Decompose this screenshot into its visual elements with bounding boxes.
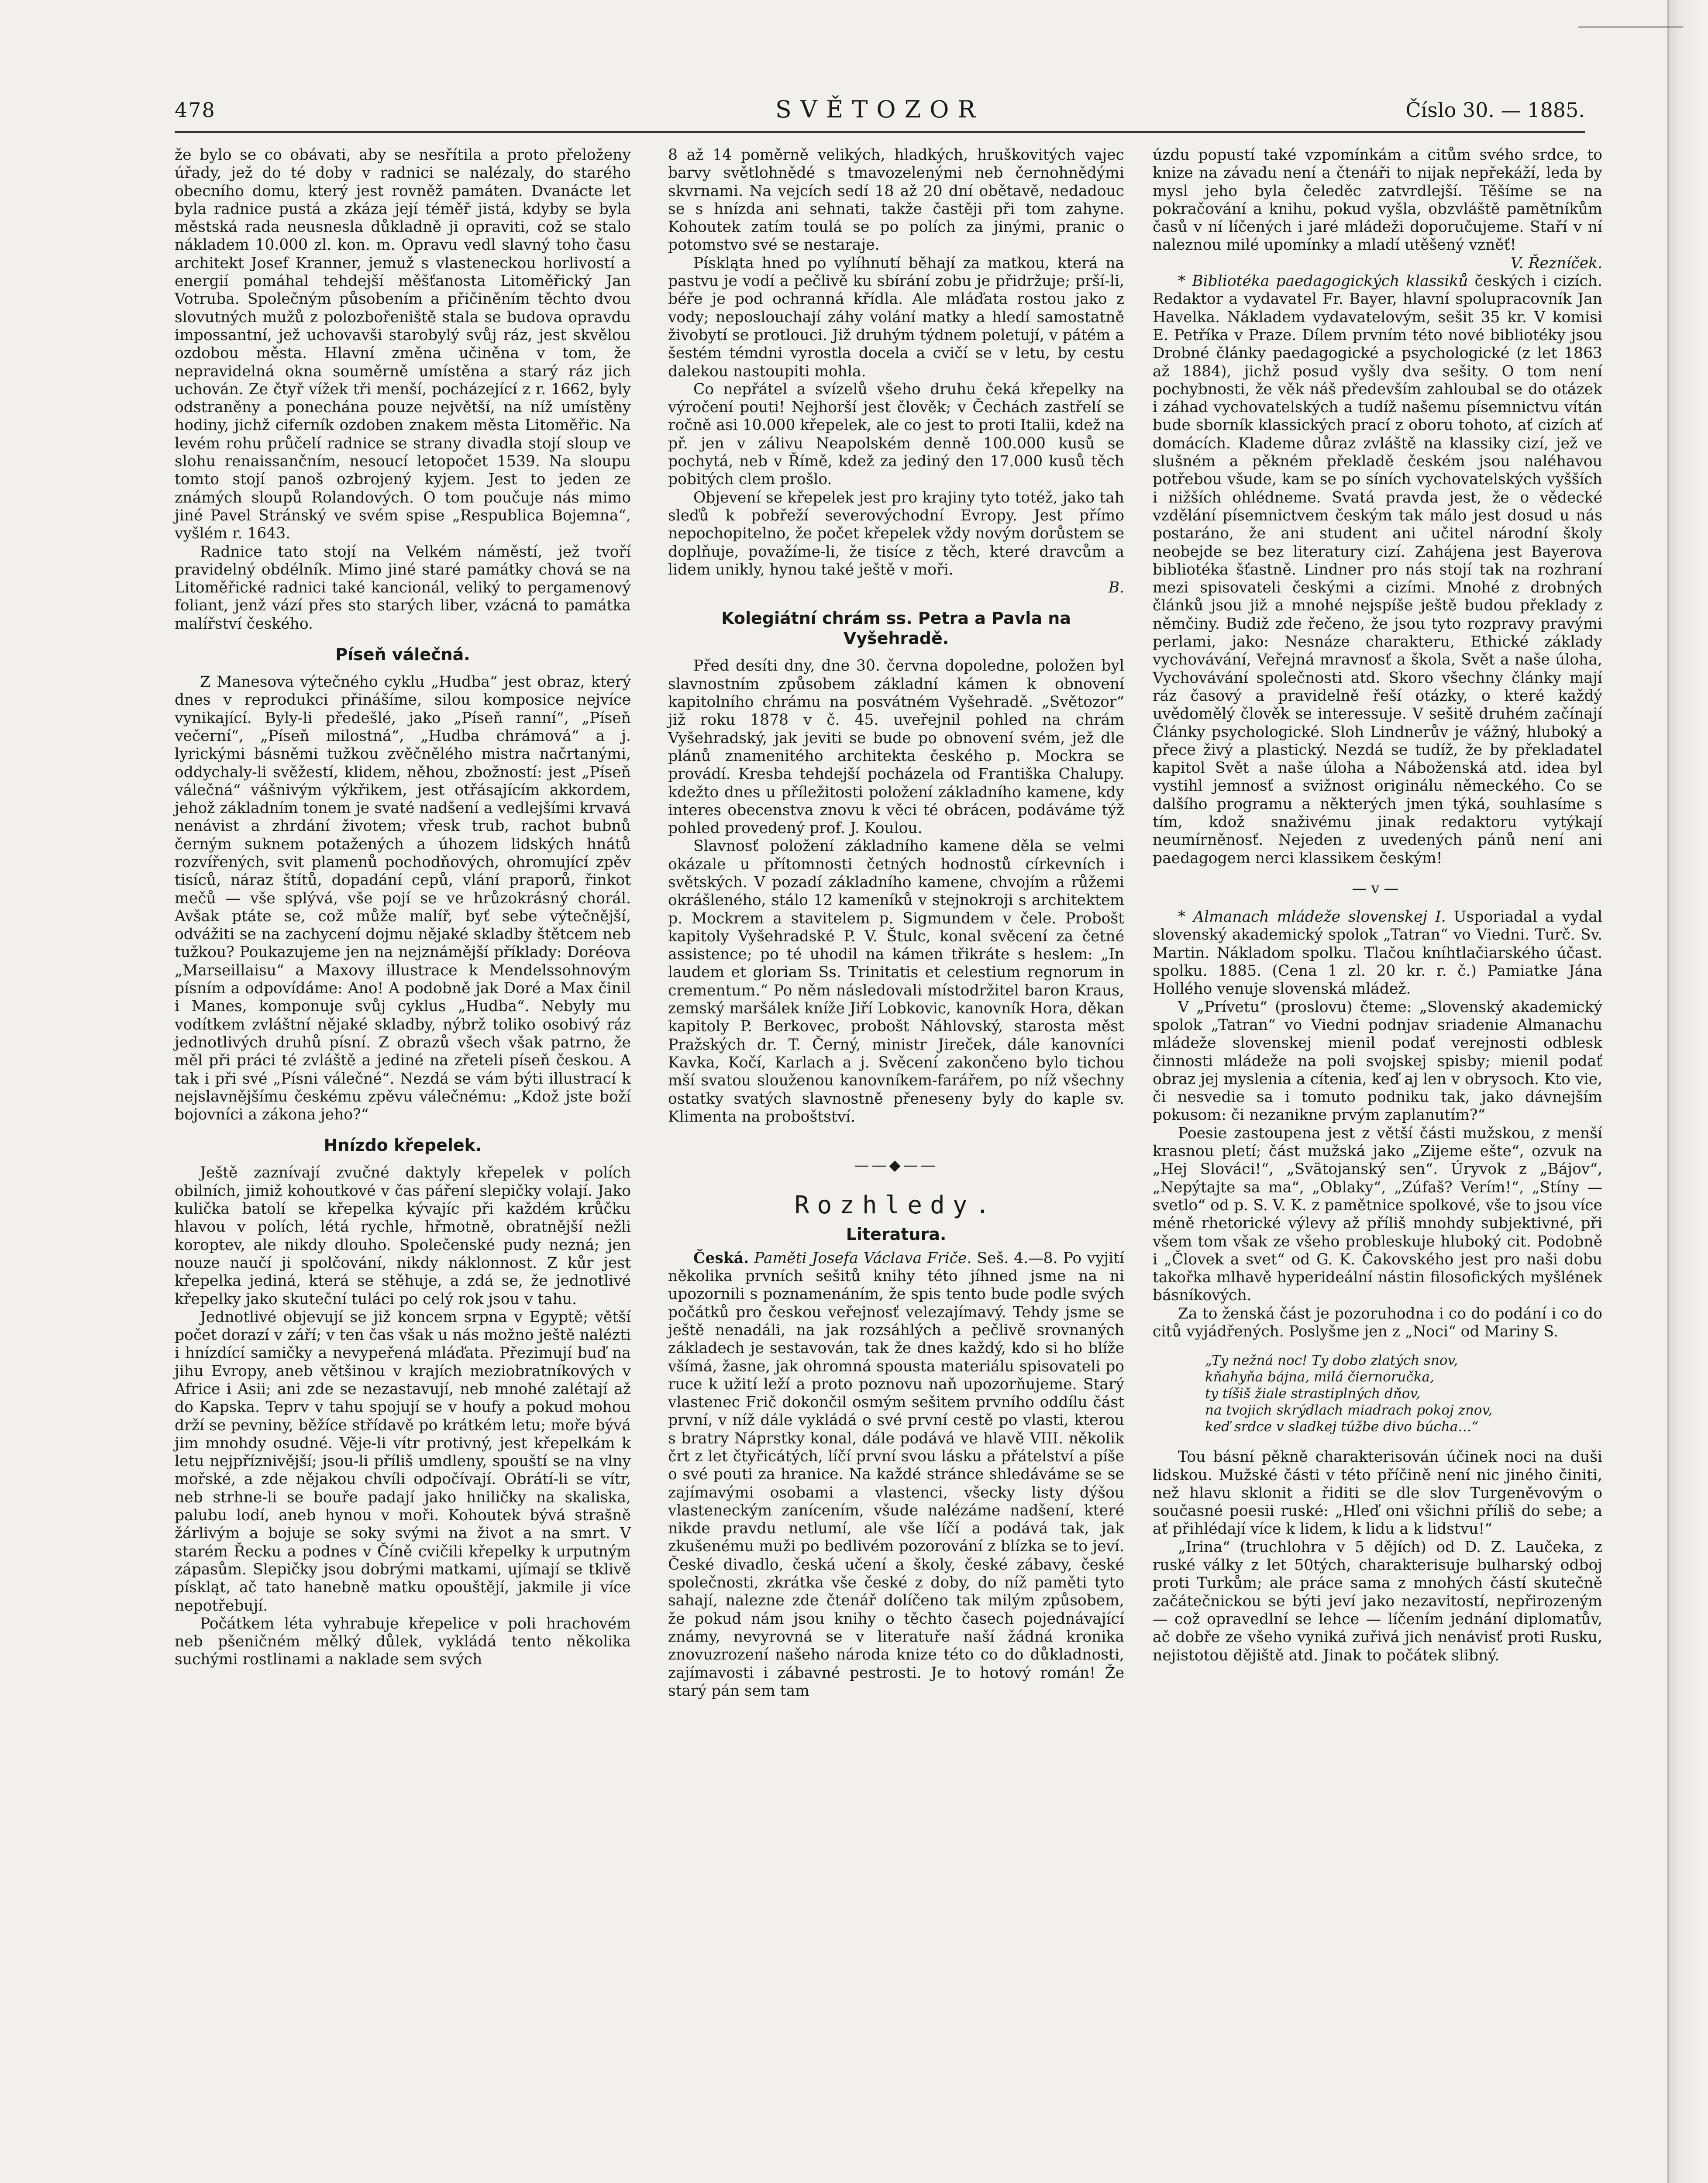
journal-title: SVĚTOZOR [775, 96, 985, 123]
page-binding-edge [1667, 0, 1708, 2183]
page-corner-fold [1578, 0, 1699, 28]
page-header [175, 94, 1585, 129]
review-text: Usporiadal a vydal slovenský akademický spolok „Tatran“ vo Viedni. Turč. Sv. Martin. Nákladom spolku. Tlačou kníhtlačiarského účast. spolku. 1885. (Cena 1 zl. 20 kr. r. č.) Pamiatke Jána Hollého venuje slovenská mládež. [1153, 908, 1603, 998]
author-signature: B. [1108, 579, 1124, 597]
article-paragraph: že bylo se co obávati, aby se nesřítila a proto přeloženy úřady, jež do té doby v radnici se nalézaly, do starého obecního domu, který jest rovněž památen. Dvanácte let byla radnice pustá a zkáza její téměř jistá, kdyby se byla městská rada neusnesla důkladně ji opraviti, což se stalo nákladem 10.000 zl. kon. m. Opravu vedl slavný toho času architekt Josef Kranner, jemuž s vlasteneckou horlivostí a energií pomáhal tehdejší měšťanosta Litoměřický Jan Votruba. Společným působením a přičiněním těchto dvou slovutných mužů z polozbořeniště stala se budova opravdu impossantní, jež uchovavši starobylý svůj ráz, jest skvělou ozdobou města. Hlavní změna učiněna v tom, že nepravidelná okna souměrně umístěna a starý ráz jich uchován. Ze čtyř vížek tři menší, pocházející z r. 1662, byly odstraněny a ponechána pouze největší, na níž umístěny hodiny, jichž ciferník ozdoben znakem města Litoměřic. Na levém rohu průčelí radnice se strany divadla stojí sloup ve slohu renaissančním, nesoucí letopočet 1539. Na sloupu tomto stojí panoš ozbrojený kyjem. Jest to jeden ze známých sloupů Rolandových. O tom poučuje nás mimo jiné Pavel Stránský ve svém spise „Respublica Bojemna“, vyšlém r. 1643. [175, 146, 631, 543]
poem-line: keď srdce v sladkej túžbe divo búcha…“ [1205, 1419, 1479, 1435]
review-category: Česká. [693, 1249, 749, 1267]
article-paragraph: Poesie zastoupena jest z větší části mužskou, z menší krasnou pletí; část mužská jako „Zijeme ešte“, ozvuk na „Hej Slováci!“, „Svätojanský sen“. Úryvok z „Bájov“, „Nepýtajte sa ma“, „Oblaky“, „Zúfaš? Verím!“, „Stíny — svetlo“ od p. S. V. K. z pamětnice spolkové, vše to jsou více méně rhetorické výlevy až příliš mnohdy subjektivné, při všem tom však ze všeho probleskuje hluboký cit. Podobně i „Človek a svet“ od G. K. Čakovského jest pro naši dobu takořka mlhavě hyperideální nástin filosofických myšlének básníkových. [1153, 1124, 1602, 1305]
article-paragraph: Pískląta hned po vylíhnutí běhají za matkou, která na pastvu je vodí a pečlivě ku sbírání zobu je přidržuje; prší-li, béře je pod ochranná křídla. Ale mláďata rostou jako z vody; neposlouchají záhy volání matky a hledí samostatně živobytí se protlouci. Již druhým týdnem poletují, v pátém a šestém témdni vyrostla docela a cvičí se v letu, by cestu dalekou nastoupiti mohla. [668, 254, 1124, 380]
review-text: českých i cizích. Redaktor a vydavatel Fr. Bayer, hlavní spolupracovník Jan Havelka. Nákladem vydavatelovým, sešit 35 kr. V komisi E. Petříka v Praze. Dílem prvním této nové bibliotéky jsou Drobné články paedagogické a psychologické (z let 1863 až 1884), jichž posud vyšly dva sešity. O tom není pochybnosti, že věk náš především zahloubal se do otázek i záhad vychovatelských a tudíž našemu písemnictvu vítán bude sborník klassických prací z oboru tohoto, ať cizích ať domácích. Klademe důraz zvláště na klassiky cizí, jež ve slušném a pěkném překladě českém jsou naléhavou potřebou všude, kam se po síních vychovatelských vyšších i nižších ohlédneme. Svatá pravda jest, že o vědecké vzdělání písemnictvem českým tak málo jest dosud u nás postaráno, že ani student ani učitel národní školy neobejde se bez literatury cizí. Zahájena jest Bayerova bibliotéka šťastně. Lindner pro nás stojí tak na rozhraní mezi spisovateli českými a cizími. Mnohé z drobných článků jsou již a mnohé nejspíše ještě budou překlady z němčiny. Budiž zde řečeno, že jsou tyto rozpravy pravými perlami, jako: Nesnáze charakteru, Ethické základy vychovávání, Veřejná mravnosť a škola, Svět a naše úloha, Vychovávání společnosti atd. Skoro všechny články mají ráz časový a pravidelně řeší otázky, o které každý uvědomělý člověk se interessuje. V sešitě druhém začínají Články psychologické. Sloh Lindnerův je vážný, hluboký a přece živý a plastický. Nezdá se tudíž, že by překladatel kapitol Svět a naše úloha a Náboženská atd. idea byl vystihl jemnosť a svižnost originálu německého. Co se dalšího programu a některých jmen týká, souhlasíme s tím, kdož snaživému jinak redaktoru vytýkají neumírněnosť. Nejeden z uvedených pánů není ani paedagogem nerci klassikem českým! [1153, 272, 1602, 867]
article-paragraph: Ještě zaznívají zvučné daktyly křepelek v polích obilních, jimiž kohoutkové v čas páření slepičky volají. Jako kulička batolí se křepelka kývajíc při každém krůčku hlavou v polích, létá rychle, hřmotně, obratnější nežli koroptev, ale nikdy dlouho. Společenské pudy nezná; jen nouze naučí ji spolčování, nikdy náklonnost. Z kůr jest křepelka jediná, která se stěhuje, a zdá se, že jednotlivé křepelky jako skuteční tuláci po celý rok jsou v tahu. [175, 1164, 631, 1308]
article-paragraph: „Irina“ (truchlohra v 5 dějích) od D. Z. Laučeka, z ruské války z let 50tých, charakterisuje bulharský odboj proti Turkům; ale práce sama z mnohých částí skutečně začátečnickou se býti jeví jako nezavitostí, nepřirozeným — což opravedlní se lehce — líčením jednání diplomatův, ač dobře ze všeho vyniká zuřivá jich nenávisť proti Rusku, nejistotou dějiště atd. Jinak to počátek slibný. [1153, 1538, 1602, 1664]
section-ornament: ——◆—— [854, 1157, 938, 1174]
article-paragraph: V „Prívetu“ (proslovu) čteme: „Slovenský akademický spolok „Tatran“ vo Viedni podnjav sriadenie Almanachu mládeže slovenskej mienil podať verejnosti odblesk činnosti mládeže na poli svojskej spisby; mienil podať obraz jej myslenia a cítenia, keď aj len v obrysoch. Kto vie, či nesvedie sa i tomuto podniku tak, jako dávnejším pokusom: či nezanikne prvým zaplanutím?“ [1153, 998, 1602, 1124]
review-book-title: * Almanach mládeže slovenskej I. [1178, 908, 1446, 926]
review-text: Po vyjití několika prvních sešitů knihy této jíhned jsme na ni upozornili s poznamenáním, že spis tento bude podle svých počátků pro českou veřejnosť velezajímavý. Tehdy jsme se ještě nenadáli, na jak rozsáhlých a pečlivě srovnaných základech je sestavován, tak že dnes každý, kdo si ho blíže všímá, žasne, jak ohromná spousta materiálu spisovateli po ruce k užití leží a proto poznovu naň upozorňujeme. Starý vlastenec Frič dokončil osmým sešitem prvního oddílu část první, v níž dále vykládá o své první cestě po vlasti, kterou s bratry Náprstky konal, dále podává ve hlavě VIII. několik črt z let čtyřicátých, líčí první svou lásku a přátelství a píše o své pouti za hranice. Na každé stránce shledáváme se se zajímavými osobami a vlastenci, všecky listy dýšou vlasteneckým zanícením, všude nalézáme nadšení, které nikde pravdu netlumí, ale vše líčí a podává tak, jak zkušenému muži po bedlivém pozorování z blízka se to jeví. České divadlo, česká učení a školy, české zábavy, české společnosti, zkrátka vše české z doby, do níž paměti tyto sahají, nalezne zde čtenář dolíčeno tak milým způsobem, že pokud nám jsou knihy o těchto časech pojednávající známy, nevyrovná se v literatuře naší žádná kronika znovuzrození našeho národa knize této co do důkladnosti, zajímavosti i zábavné pestrosti. Je to hotový román! Že starý pán sem tam [668, 1249, 1125, 1700]
column-1 [175, 146, 631, 1669]
poem-quote [1205, 1352, 1602, 1435]
article-paragraph: Slavnosť položení základního kamene děla se velmi okázale u přítomnosti četných hodnostů církevních i světských. V pozadí základního kamene, chvojím a růžemi okrášleného, stálo 12 kameníků v stejnokroji s architektem p. Mockrem a stavitelem p. Sigmundem v čele. Probošt kapitoly Vyšehradské P. V. Štulc, konal svěcení za četné assistence; po té uhodil na kámen třikráte s heslem: „In laudem et gloriam Ss. Trinitatis et celestium regnorum in crementum.“ Po něm následovali místodržitel baron Kraus, zemský maršálek kníže Jiří Lobkovic, kanovník Hora, děkan kapitoly P. Berkovec, probošt Náhlovský, starosta měst Pražských dr. T. Černý, ministr Jireček, dále kanovníci Kavka, Kočí, Karlach a j. Svěcení zakončeno bylo tichou mší svatou slouženou kanovníkem-farářem, po níž všechny ostatky svatých slavnostně přeneseny byly do kaple sv. Klimenta na proboštství. [668, 837, 1124, 1126]
article-paragraph: Objevení se křepelek jest pro krajiny tyto totéž, jako tah sleďů k pobřeží severovýchodní Evropy. Jest přímo nepochopitelno, že počet křepelek vždy novým dorůstem se doplňuje, považíme-li, že tisíce z těch, které dravcům a lidem unikly, hynou také ještě v moři. [668, 489, 1124, 578]
column-2 [668, 146, 1124, 1700]
page-number: 478 [175, 98, 216, 122]
section-divider: —v— [1352, 879, 1403, 897]
review-issue-ref: Seš. 4.—8. [977, 1249, 1058, 1267]
poem-line: kňahyňa bájna, milá čiernoručka, [1205, 1369, 1435, 1385]
article-paragraph: Před desíti dny, dne 30. června dopoledne, položen byl slavnostním způsobem základní kámen k obnovení kapitolního chrámu na posvátném Vyšehradě. „Světozor“ již roku 1878 v č. 45. uveřejnil pohled na chrám Vyšehradský, jak jeviti se bude po obnovení svém, jež dle plánů znamenitého architekta českého p. Mockra se provádí. Kresba tehdejší pocházela od Františka Chalupy. kdežto dnes u příležitosti položení základního kamene, kdy interes obecenstva znovu k věci té obrácen, podáváme týž pohled provedený prof. J. Koulou. [668, 657, 1124, 837]
heading-rozhledy: Rozhledy. [794, 1191, 998, 1220]
review-book-title: Paměti Josefa Václava Friče. [754, 1249, 972, 1267]
article-paragraph: Tou básní pěkně charakterisován účinek noci na duši lidskou. Mužské části v této příčině není nic jiného činiti, než hlavu sklonit a řiditi se dle slov Turgeněvovým o současné poesii ruské: „Hleď oni všichni příliš do sebe; a ať přihlédají více k lidem, k lidu a k lidstvu!“ [1153, 1448, 1602, 1538]
poem-line: na tvojich skrýdlach miadrach pokoj znov, [1205, 1402, 1493, 1419]
article-paragraph: Z Manesova výtečného cyklu „Hudba“ jest obraz, který dnes v reprodukci přinášíme, silou komposice nejvíce vynikající. Byly-li předešlé, jako „Píseň ranní“, „Píseň večerní“, „Píseň milostná“, „Hudba chrámová“ a j. lyrickými básněmi tužkou zvěčnělého mistra načrtanými, oddychaly-li svěžestí, klidem, něhou, zbožností: jest „Píseň válečná“ vášnivým výkřikem, jest otřásajícím akkordem, jehož základním tonem je svaté nadšení a vedlejšími krvavá nenávist a zhrdání životem; vřesk trub, rachot bubnů černým suknem potažených a úhozem lidských hnátů rozvířených, svit plamenů pochodňových, ohromující zpěv tisíců, náraz štítů, dopadání cepů, vlání praporů, řinkot mečů — vše splývá, vše pojí se ve hrůzokrásný chorál. Avšak ptáte se, což může malíř, byť sebe výtečnější, odvážiti se na zachycení dojmu nějaké skladby štětcem neb tužkou? Poukazujeme jen na nejznámější příklady: Doréova „Marseillaisu“ a Maxovy illustrace k Mendelssohnovým písním a odpovídáme: Ano! A podobně jak Doré a Max činil i Manes, komponuje svůj cyklus „Hudba“. Nebyly mu vodítkem zvláštní nějaké skladby, nýbrž toliko osobivý ráz jednotlivých druhů písní. Z obrazů všech však patrno, že měl při práci té zvláště a jediné na zřeteli píseň českou. A tak i při své „Písni válečné“. Nezdá se vám býti illustrací k nejslavnějšímu českému zpěvu válečnému: „Kdož jste boží bojovníci a zákona jeho?“ [175, 673, 631, 1124]
header-rule [175, 131, 1585, 133]
author-signature: V. Řezníček. [1510, 254, 1602, 272]
column-3 [1153, 146, 1602, 1665]
heading-quail-nest: Hnízdo křepelek. [324, 1136, 482, 1155]
review-book-title: * Bibliotéka paedagogických klassiků [1178, 272, 1468, 290]
article-paragraph: Za to ženská část je pozoruhodna i co do podání i co do citů vyjádřených. Poslyšme jen z „Noci“ od Mariny S. [1153, 1305, 1602, 1340]
article-paragraph: 8 až 14 poměrně velikých, hladkých, hruškovitých vajec barvy světlohnědé s tmavozelenými neb černohnědými skvrnami. Na vejcích sedí 18 až 20 dní obětavě, nedadouc se s hnízda ani sehnati, takže častěji při tom zahyne. Kohoutek zatím toulá se po polích za jinými, pranic o potomstvo své se nestaraje. [668, 146, 1124, 254]
heading-collegiate-church: Kolegiátní chrám ss. Petra a Pavla na Vyšehradě. [721, 609, 1071, 648]
poem-line: ty tíšiš žiale strastiplných dňov, [1205, 1386, 1421, 1402]
poem-line: „Ty nežná noc! Ty dobo zlatých snov, [1205, 1353, 1458, 1369]
article-paragraph: Jednotlivé objevují se již koncem srpna v Egyptě; větší počet dorazí v září; v ten čas však u nás možno ještě nalézti i hnízdící samičky a nevypeřená mláďata. Přezimují buď na jihu Evropy, aneb většinou v krajích meziobratníkových v Africe i Asii; ani zde se nezastavují, neb mnohé zalétají až do Kapska. Teprv v tahu spojují se v houfy a pokud mohou drží se pevniny, běžíce střídavě po krátkém letu; moře bývá jim mnohdy osudné. Věje-li vítr protivný, jest křepelkám k letu nejpříznivější; jsou-li příliš umdleny, spouští se na vlny mořské, a zde nějakou chvíli odpočívají. Obrátí-li se vítr, neb strhne-li se bouře padají jako hniličky na skaliska, palubu lodí, aneb hynou v moři. Kohoutek bývá strašně žárlivým a bojuje se soky svými na život a na smrt. V starém Řecku a podnes v Číně cvičili křepelky k urputným zápasům. Slepičky jsou dobrými matkami, ujímají se tklivě pískląt, ač tato hanebně matku opouštějí, jakmile ji více nepotřebují. [175, 1308, 631, 1615]
article-paragraph: Počátkem léta vyhrabuje křepelice v poli hrachovém neb pšeničném mělký důlek, vykládá tento několika suchými rostlinami a naklade sem svých [175, 1615, 631, 1669]
issue-number: Číslo 30. — 1885. [1405, 98, 1585, 122]
heading-literatura: Literatura. [846, 1224, 947, 1244]
article-paragraph: úzdu popustí také vzpomínkám a citům svého srdce, to knize na závadu není a čtenáři to nijak nepřekáží, leda by mysl jeho byla čeleděc zatvrdlejší. Těšíme se na pokračování a knihu, pokud vyšla, obzvláště pamětníkům časů v ní líčených i jaré mládeži doporučujeme. Staří v ní naleznou milé upomínky a mladí utěšený vzněť! [1153, 146, 1602, 254]
article-paragraph: Radnice tato stojí na Velkém náměstí, jež tvoří pravidelný obdélník. Mimo jiné staré památky chová se na Litoměřické radnici také kancionál, veliký to pergamenový foliant, jenž vází přes sto starých liber, vzácná to památka malířství českého. [175, 543, 631, 633]
heading-war-song: Píseň válečná. [335, 645, 470, 665]
article-paragraph: Co nepřátel a svízelů všeho druhu čeká křepelky na výročení pouti! Nejhorší jest člověk; v Čechách zastřelí se ročně asi 10.000 křepelek, ale co jest to proti Italii, kdež na př. jen v zálivu Neapolském denně 100.000 kusů se pochytá, neb v Římě, kdež za jediný den 17.000 kusů těch pobitých clem prošlo. [668, 380, 1124, 489]
